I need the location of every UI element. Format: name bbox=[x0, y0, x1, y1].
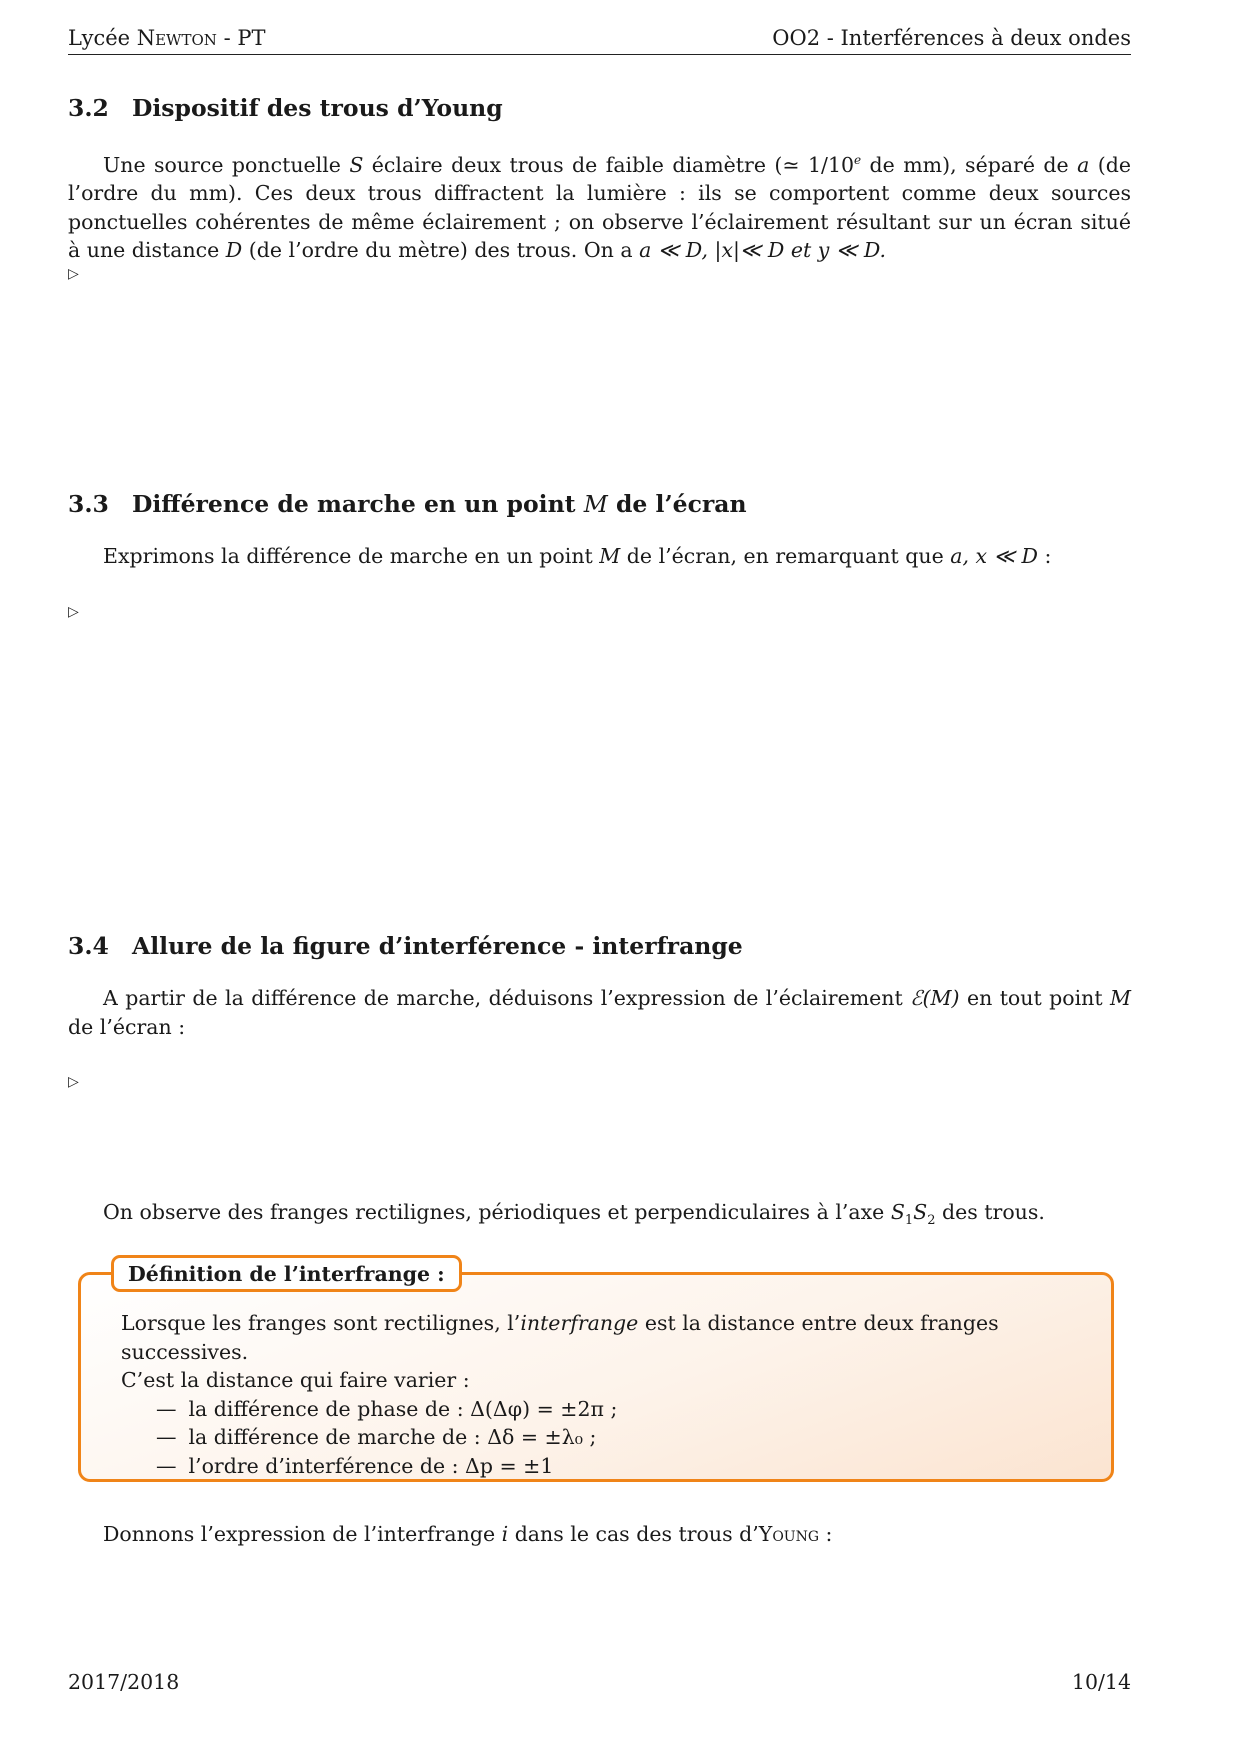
paragraph-illumination bbox=[68, 984, 1131, 1041]
text: de l’écran : bbox=[68, 1014, 186, 1039]
math-var: S bbox=[349, 152, 364, 177]
section-title: Dispositif des trous d’Young bbox=[132, 94, 503, 122]
math-var: S bbox=[890, 1200, 905, 1224]
section-heading-3-3 bbox=[68, 490, 747, 518]
math-var: M bbox=[1110, 986, 1131, 1010]
definition-list bbox=[121, 1395, 1081, 1481]
paragraph-fringes bbox=[68, 1198, 1131, 1236]
author-name: Young bbox=[758, 1522, 820, 1546]
subscript: 1 bbox=[904, 1213, 914, 1229]
text: en tout point bbox=[959, 986, 1110, 1010]
text: Exprimons la différence de marche en un point bbox=[103, 544, 600, 568]
list-item: — l’ordre d’interférence de : Δp = ±1 bbox=[156, 1452, 1081, 1481]
list-item: — la différence de marche de : Δδ = ±λ₀ ; bbox=[156, 1423, 1081, 1452]
text: des trous. bbox=[935, 1200, 1045, 1224]
definition-line-1 bbox=[121, 1309, 1081, 1366]
math-var: a bbox=[1077, 152, 1090, 177]
text: (de l’ordre du mm). Ces deux trous diffractent la lumière : ils se comportent comme deux sources ponctuelles cohérentes de même éclairement ; on observe l’éclairement résultant sur un écran situé à une distance bbox=[68, 152, 1131, 263]
triangle-marker-icon: ▷ bbox=[68, 1074, 79, 1090]
section-heading-3-2 bbox=[68, 94, 503, 122]
document-page bbox=[68, 0, 1131, 1754]
math-var: i bbox=[501, 1522, 509, 1546]
section-title: Différence de marche en un point bbox=[132, 490, 584, 518]
text: (de l’ordre du mètre) des trous. On a bbox=[242, 238, 640, 263]
page-number: 10/14 bbox=[1071, 1670, 1131, 1694]
math-condition: a ≪ D, |x|≪ D et y ≪ D. bbox=[639, 238, 887, 263]
subscript: 2 bbox=[927, 1213, 936, 1229]
text: : bbox=[819, 1522, 833, 1546]
header-school-name: Newton bbox=[136, 26, 217, 50]
section-number: 3.2 bbox=[68, 94, 109, 122]
header-left bbox=[68, 26, 266, 50]
text: Lorsque les franges sont rectilignes, l’ bbox=[121, 1311, 521, 1335]
list-item: — la différence de phase de : Δ(Δφ) = ±2π ; bbox=[156, 1395, 1081, 1424]
paragraph-path-difference bbox=[68, 542, 1131, 571]
text: On observe des franges rectilignes, périodiques et perpendiculaires à l’axe bbox=[103, 1200, 891, 1224]
emphasis: interfrange bbox=[520, 1311, 639, 1335]
text: est la distance entre deux franges successives. bbox=[121, 1311, 999, 1364]
math-expression: ℰ(M) bbox=[910, 986, 960, 1010]
paragraph-young-setup bbox=[68, 146, 1131, 265]
text: de l’écran, en remarquant que bbox=[620, 544, 951, 568]
definition-title: Définition de l’interfrange : bbox=[111, 1255, 462, 1292]
footer-year: 2017/2018 bbox=[68, 1670, 180, 1694]
triangle-marker-icon: ▷ bbox=[68, 604, 79, 620]
math-condition: a, x ≪ D bbox=[950, 544, 1038, 568]
definition-line-2: C’est la distance qui faire varier : bbox=[121, 1368, 470, 1392]
section-heading-3-4 bbox=[68, 932, 743, 960]
section-title: Allure de la figure d’interférence - interfrange bbox=[132, 932, 743, 960]
triangle-marker-icon: ▷ bbox=[68, 266, 79, 282]
text: de mm), séparé de bbox=[861, 152, 1078, 177]
text: Une source ponctuelle bbox=[103, 152, 350, 177]
section-title-suffix: de l’écran bbox=[607, 490, 747, 518]
definition-box bbox=[78, 1262, 1114, 1482]
text: Donnons l’expression de l’interfrange bbox=[103, 1522, 502, 1546]
section-number: 3.4 bbox=[68, 932, 109, 960]
math-var: M bbox=[599, 544, 621, 568]
math-var: M bbox=[583, 490, 608, 518]
superscript: e bbox=[854, 153, 862, 167]
math-var: D bbox=[225, 238, 243, 263]
paragraph-interfrange-young bbox=[68, 1520, 1131, 1549]
text: éclaire deux trous de faible diamètre (≃ 1/10 bbox=[363, 152, 855, 177]
header-chapter: OO2 - Interférences à deux ondes bbox=[772, 26, 1131, 50]
header-school-prefix: Lycée bbox=[68, 26, 137, 50]
math-var: S bbox=[913, 1200, 928, 1224]
section-number: 3.3 bbox=[68, 490, 109, 518]
text: dans le cas des trous d’ bbox=[508, 1522, 759, 1546]
definition-body bbox=[121, 1309, 1081, 1480]
header-class: - PT bbox=[216, 26, 266, 50]
page-header bbox=[68, 24, 1131, 55]
text: A partir de la différence de marche, déduisons l’expression de l’éclairement bbox=[103, 986, 911, 1010]
text: : bbox=[1037, 544, 1052, 568]
